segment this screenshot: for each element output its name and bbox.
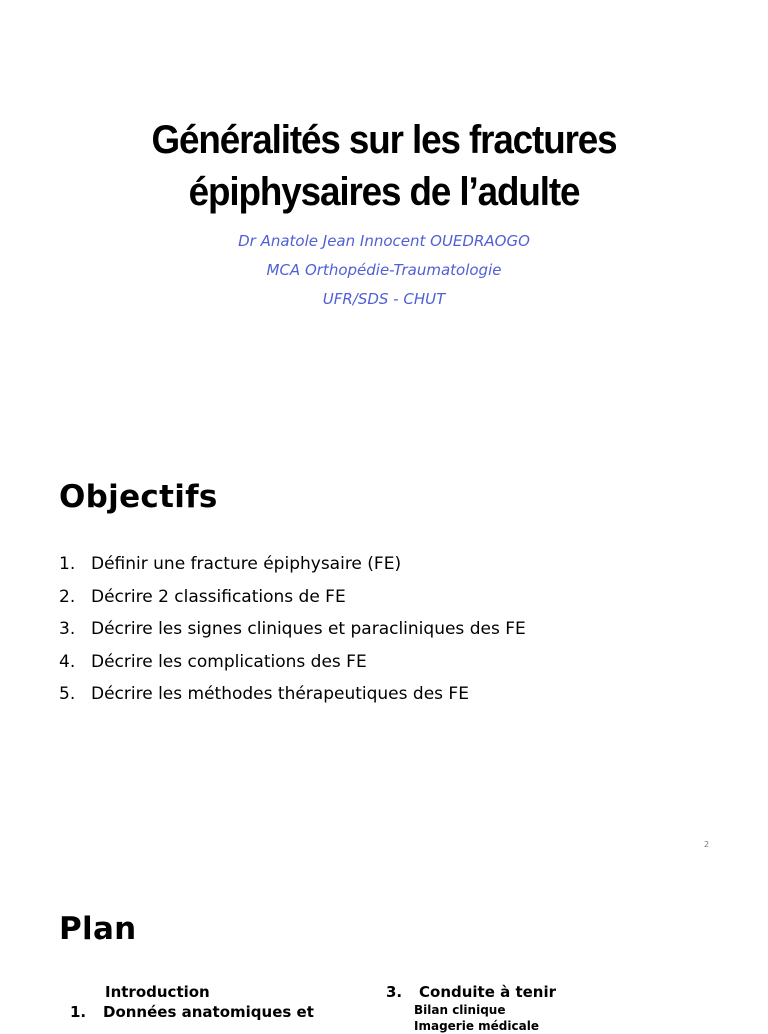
plan-intro: Introduction xyxy=(105,983,210,1001)
title-line-1: Généralités sur les fractures xyxy=(151,118,617,162)
objectives-slide xyxy=(0,430,768,860)
author-title: MCA Orthopédie-Traumatologie xyxy=(266,261,502,279)
plan-heading: Plan xyxy=(59,911,137,947)
list-item: 2. Décrire 2 classifications de FE xyxy=(59,586,346,607)
list-item: 1. Définir une fracture épiphysaire (FE) xyxy=(59,554,402,574)
author-institution: UFR/SDS - CHUT xyxy=(322,290,446,308)
plan-subitem: Imagerie médicale xyxy=(414,1019,539,1033)
author-block xyxy=(0,227,768,314)
objectives-heading: Objectifs xyxy=(59,479,218,515)
plan-item: 1. Données anatomiques et xyxy=(70,1003,314,1021)
presentation-title xyxy=(31,114,738,218)
plan-slide xyxy=(0,860,768,1033)
list-item: 3. Décrire les signes cliniques et paracliniques des FE xyxy=(59,619,526,639)
plan-left-column xyxy=(70,982,314,1022)
page-number: 2 xyxy=(704,840,710,849)
objectives-list xyxy=(59,548,526,711)
list-item: 4. Décrire les complications des FE xyxy=(59,651,367,672)
title-line-2: épiphysaires de l’adulte xyxy=(188,170,580,214)
plan-item: 3. Conduite à tenir xyxy=(386,983,557,1001)
title-slide xyxy=(0,0,768,430)
plan-subitem: Bilan clinique xyxy=(414,1003,506,1017)
author-name: Dr Anatole Jean Innocent OUEDRAOGO xyxy=(238,232,530,250)
plan-right-column xyxy=(386,982,556,1034)
list-item: 5. Décrire les méthodes thérapeutiques des FE xyxy=(59,684,469,704)
